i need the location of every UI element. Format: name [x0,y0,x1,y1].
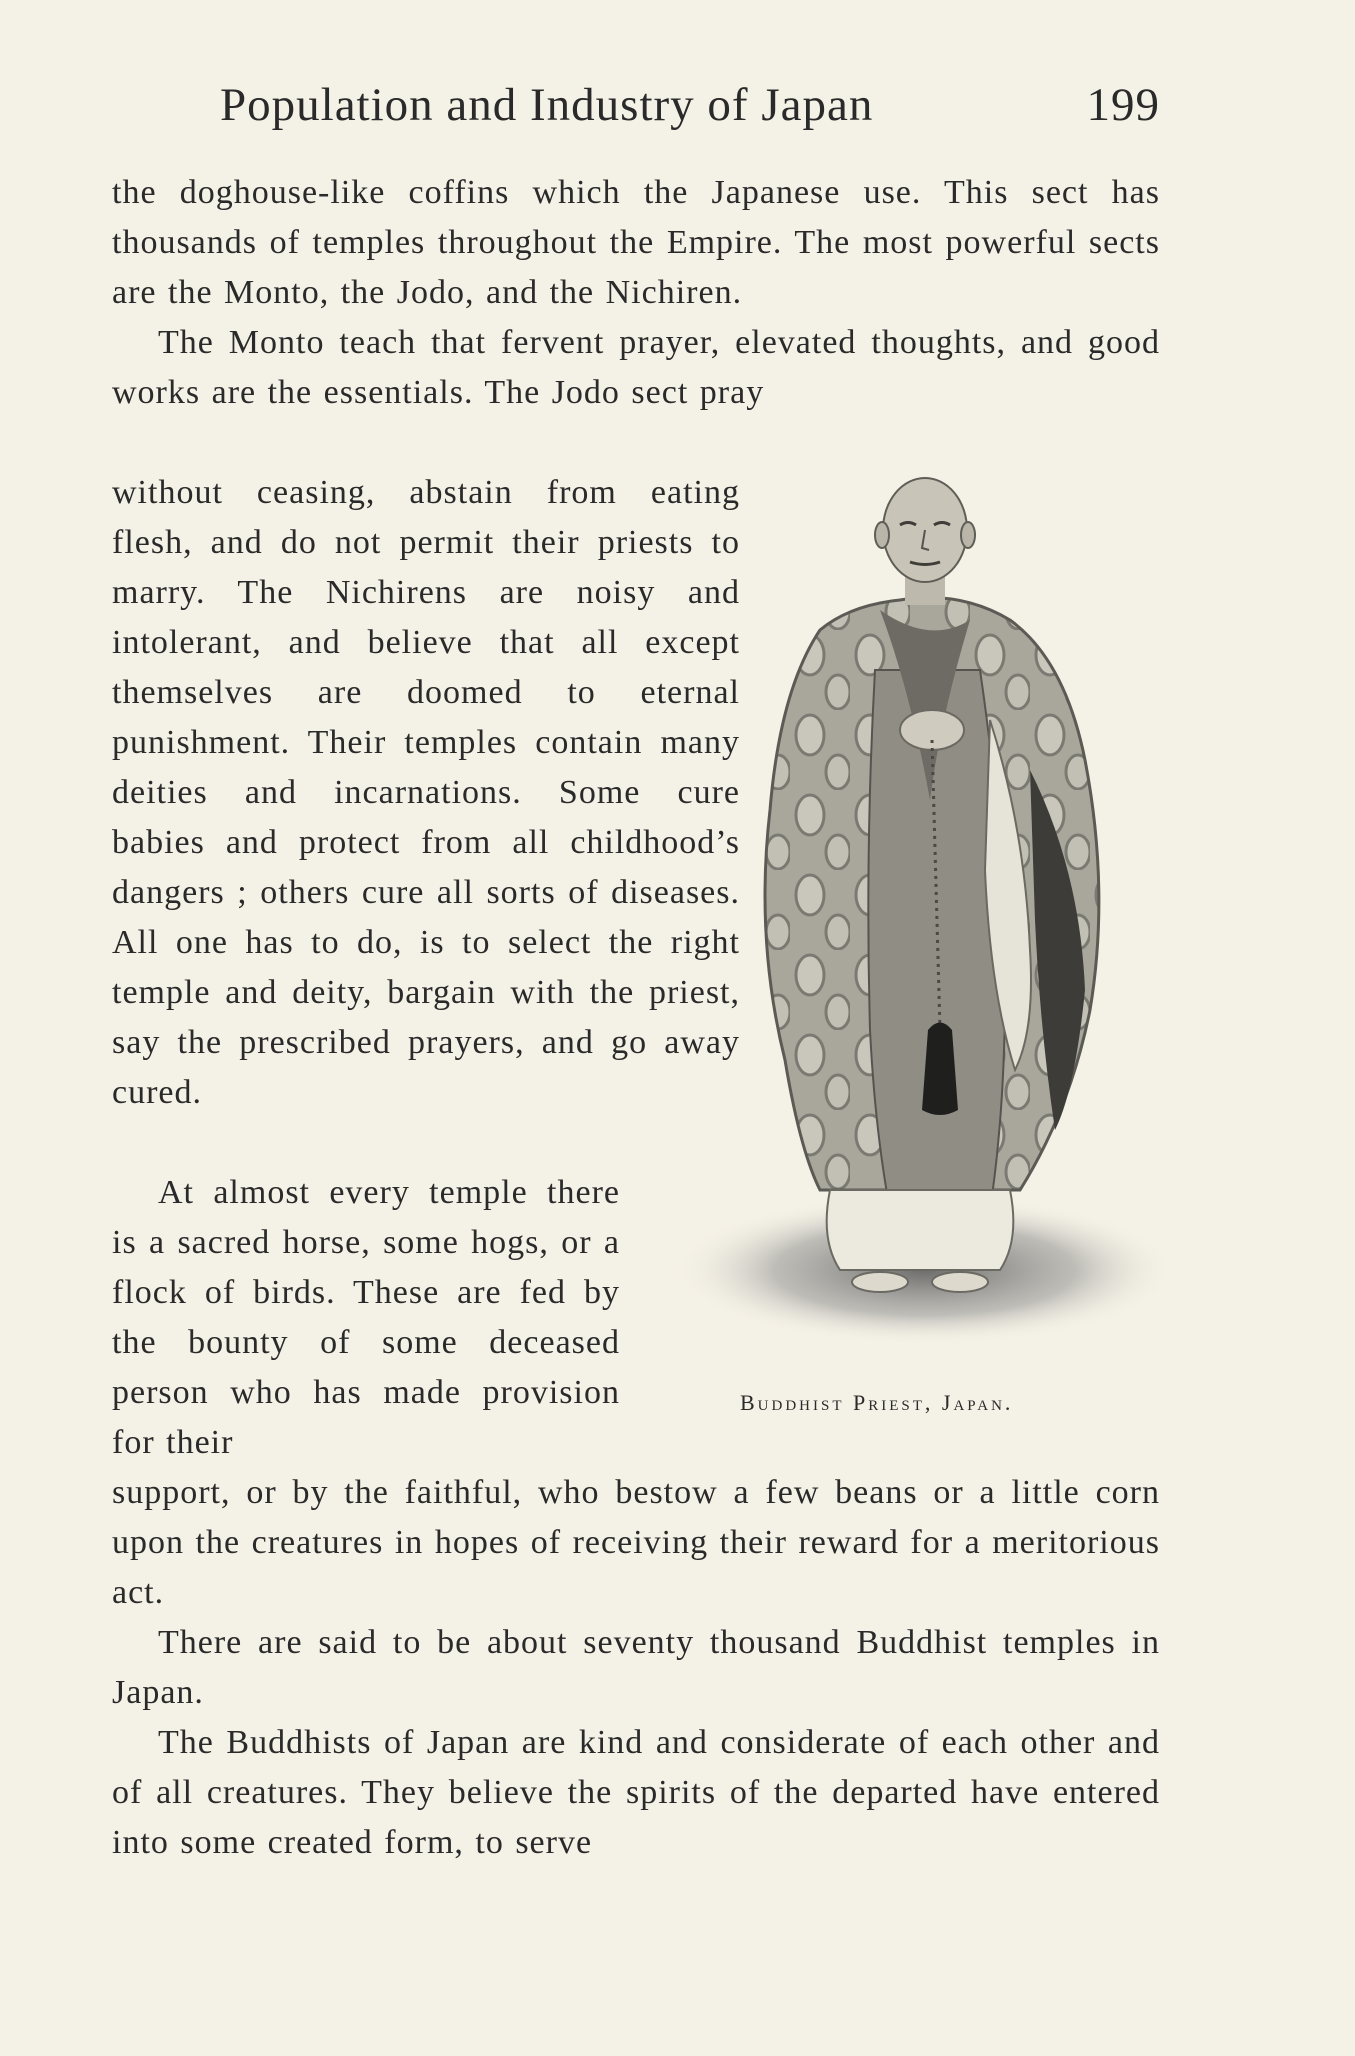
text-block-bottom [112,1468,1160,1868]
paragraph-temple-count: There are said to be about seventy thousand Buddhist temples in Japan. [112,1624,1160,1711]
text-block-wrapped-2 [112,1168,620,1468]
paragraph-buddhist-beliefs: The Buddhists of Japan are kind and considerate of each other and of all creatures. They believe the spirits of the departed have entered into some created form, to serve [112,1724,1160,1861]
text-block-wrapped-1 [112,468,740,1118]
priest-illustration [670,470,1170,1350]
page-number: 199 [1086,79,1160,131]
paragraph-monto-start: The Monto teach that fervent prayer, elevated thoughts, and good works are the essentials. The Jodo sect pray [112,324,1160,411]
paragraph-temple-animals-end: support, or by the faithful, who bestow a few beans or a little corn upon the creatures in hopes of receiving their reward for a meritorious act. [112,1474,1160,1611]
paragraph-temple-animals-start: At almost every temple there is a sacred horse, some hogs, or a flock of birds. These are fed by the bounty of some deceased person who has made provision for their [112,1174,620,1461]
priest-photograph [670,470,1170,1350]
text-block-top [112,168,1160,418]
figure-caption: Buddhist Priest, Japan. [740,1390,1014,1415]
paragraph-continued: the doghouse-like coffins which the Japanese use. This sect has thousands of temples throughout the Empire. The most powerful sects are the Monto, the Jodo, and the Nichiren. [112,174,1160,311]
running-title: Population and Industry of Japan [220,79,874,131]
page-header [220,70,1160,140]
paragraph-monto-wrapped: without ceasing, abstain from eating flesh, and do not permit their priests to marry. The Nichirens are noisy and intolerant, and believe that all except themselves are doomed to eternal punishment. Their temples contain many deities and incarnations. Some cure babies and protect from all childhood’s dangers ; others cure all sorts of diseases. All one has to do, is to select the right temple and deity, bargain with the priest, say the prescribed prayers, and go away cured. [112,474,740,1111]
